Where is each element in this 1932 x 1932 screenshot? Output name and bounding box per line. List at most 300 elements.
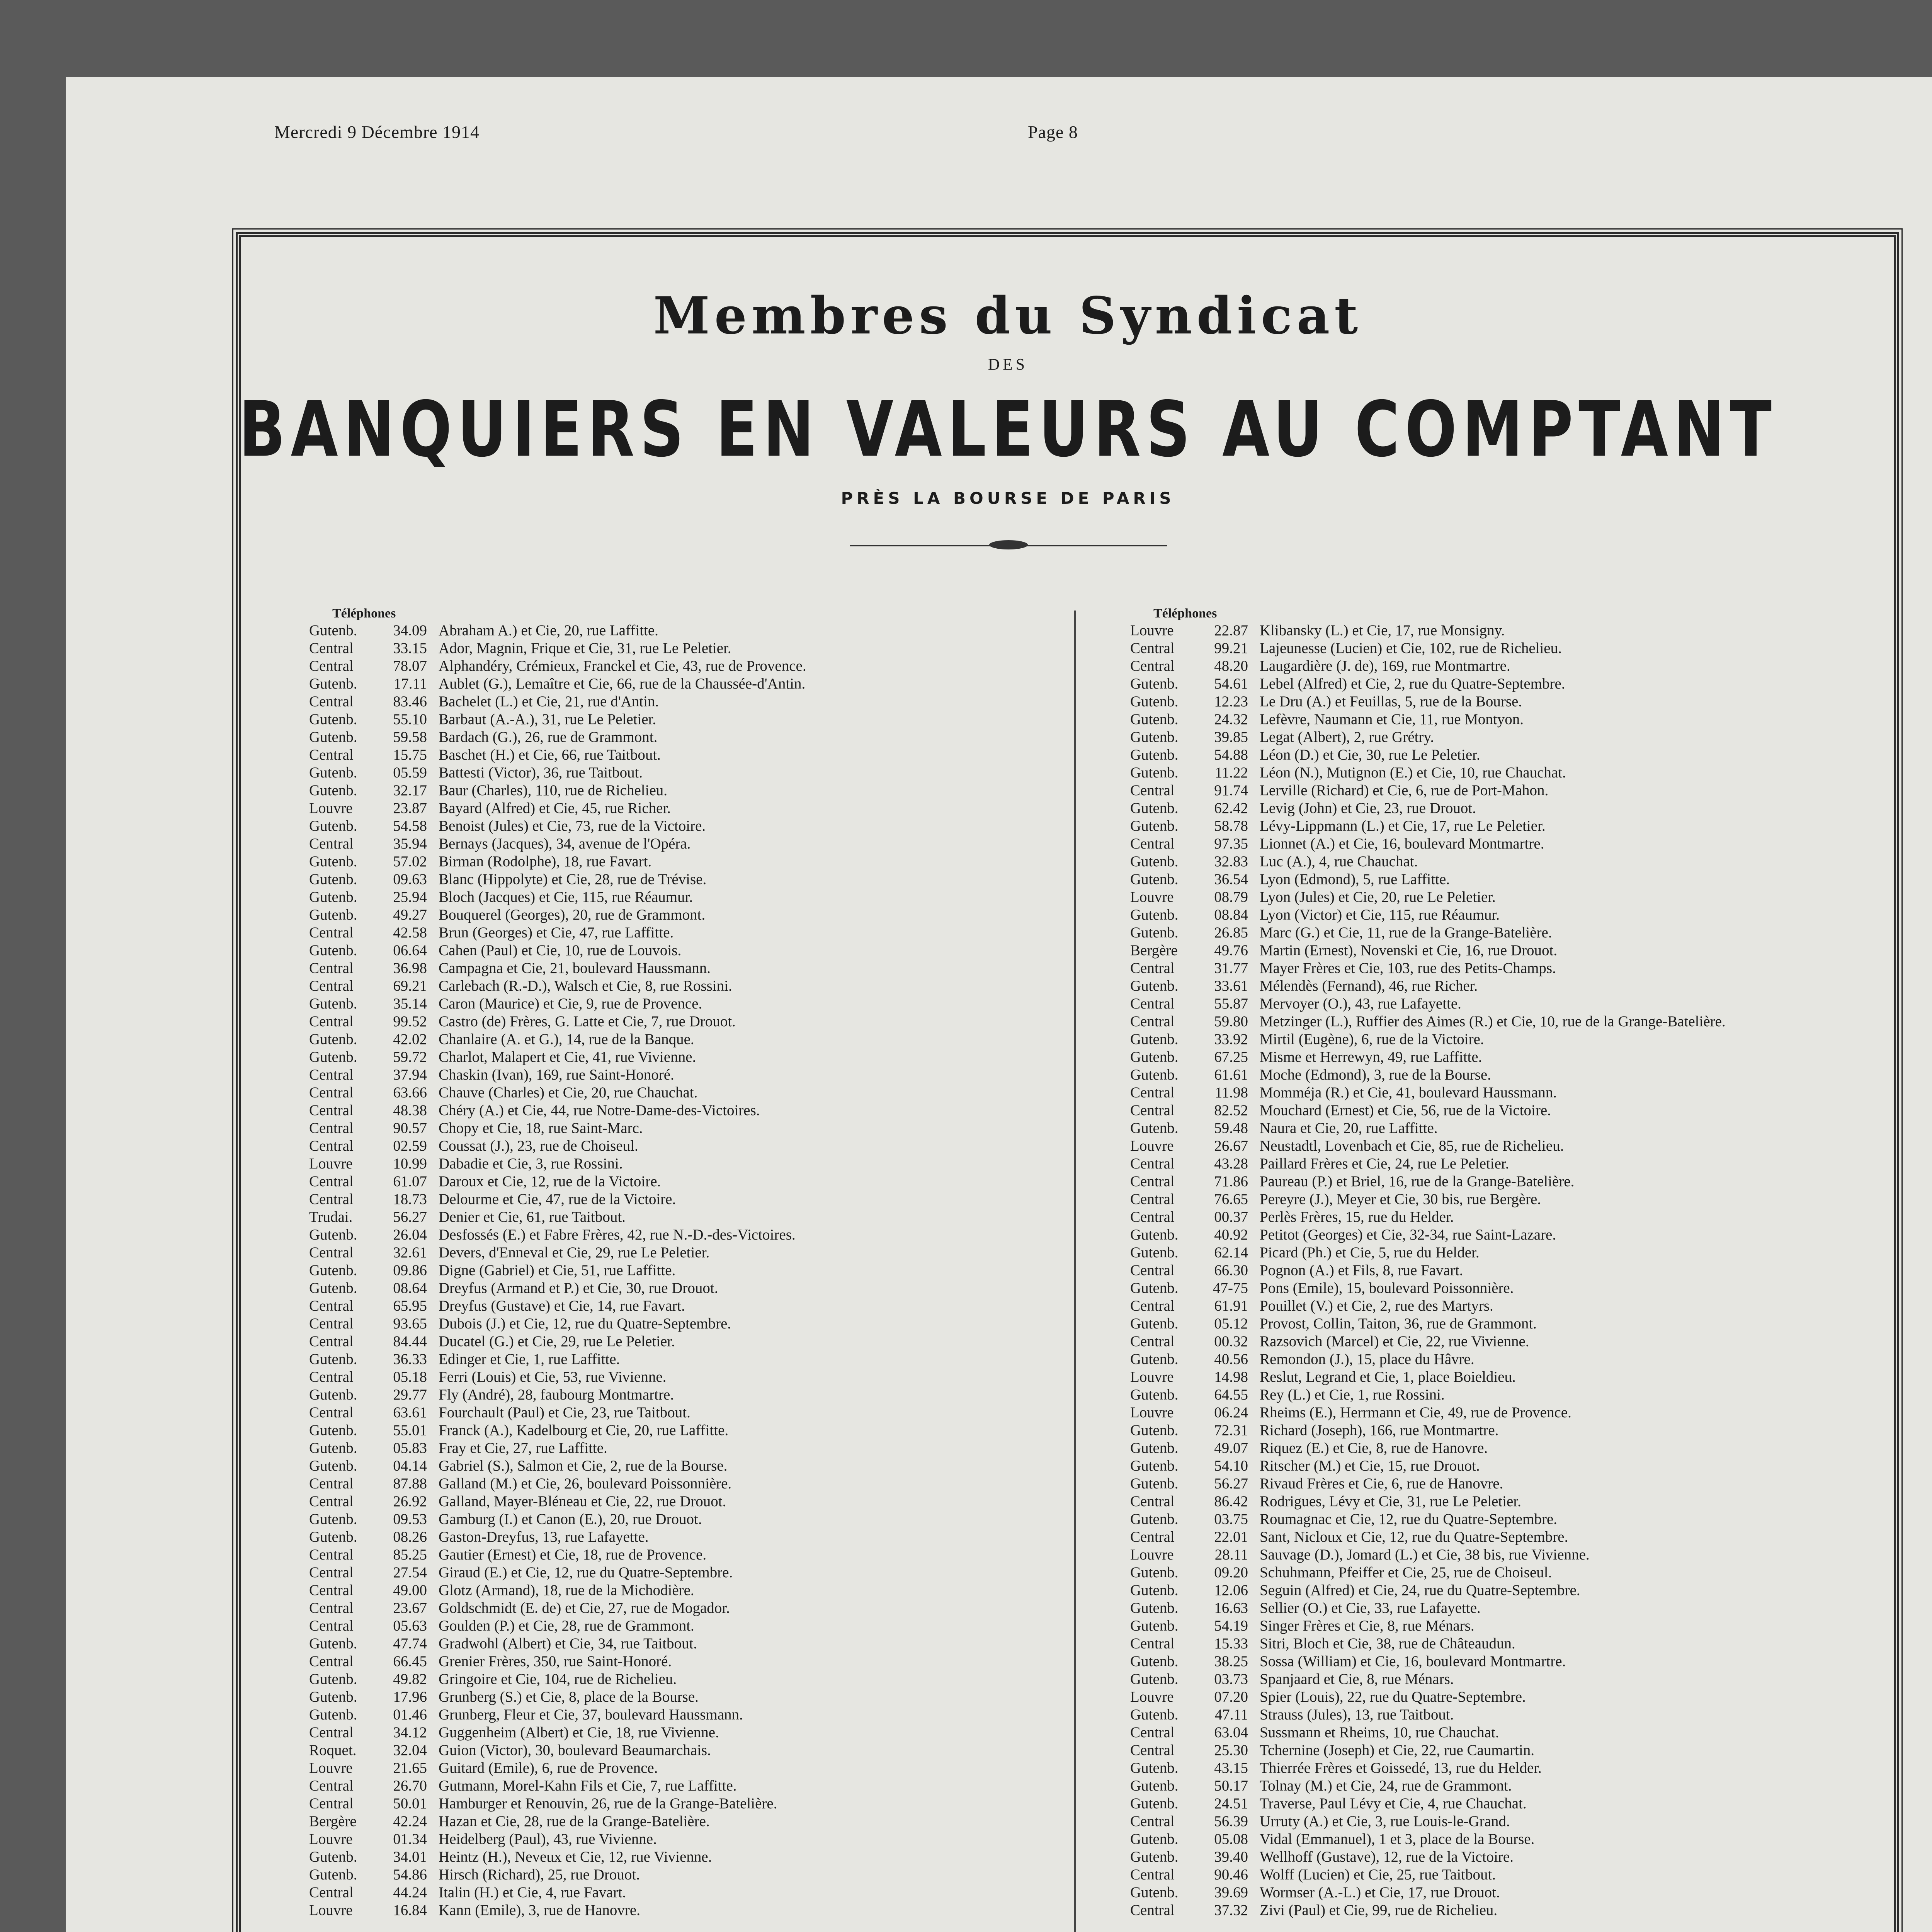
phone-number: 36.33: [393, 1351, 427, 1367]
member-row: [309, 1528, 806, 1546]
exchange: Gutenb.: [309, 871, 357, 888]
member-entry: Kann (Emile), 3, rue de Hanovre.: [439, 1902, 640, 1918]
member-entry: Thierrée Frères et Goissedé, 13, rue du Helder.: [1260, 1760, 1542, 1776]
exchange: Louvre: [309, 1902, 353, 1918]
phone-number: 05.83: [393, 1440, 427, 1456]
member-entry: Moche (Edmond), 3, rue de la Bourse.: [1260, 1066, 1491, 1083]
member-row: [309, 693, 806, 711]
exchange: Gutenb.: [309, 1849, 357, 1865]
member-row: [309, 888, 806, 906]
phone-number: 32.61: [393, 1244, 427, 1261]
phone-number: 36.98: [393, 960, 427, 976]
member-row: [309, 1279, 806, 1297]
exchange: Gutenb.: [309, 1031, 357, 1048]
phone-number: 85.25: [393, 1546, 427, 1563]
member-entry: Pons (Emile), 15, boulevard Poissonnière.: [1260, 1280, 1514, 1296]
member-entry: Castro (de) Frères, G. Latte et Cie, 7, rue Drouot.: [439, 1013, 736, 1030]
exchange: Central: [309, 1564, 354, 1581]
exchange: Gutenb.: [309, 1262, 357, 1279]
member-entry: Caron (Maurice) et Cie, 9, rue de Provence.: [439, 995, 702, 1012]
phone-number: 50.17: [1214, 1777, 1248, 1794]
phone-number: 04.14: [393, 1458, 427, 1474]
phone-number: 24.51: [1214, 1795, 1248, 1812]
phone-number: 49.07: [1214, 1440, 1248, 1456]
phone-number: 43.28: [1214, 1155, 1248, 1172]
member-entry: Coussat (J.), 23, rue de Choiseul.: [439, 1138, 638, 1154]
member-entry: Mayer Frères et Cie, 103, rue des Petits-Champs.: [1260, 960, 1556, 976]
exchange: Central: [309, 1138, 354, 1154]
member-row: [309, 799, 806, 817]
member-row: [309, 1386, 806, 1404]
phone-number: 55.87: [1214, 995, 1248, 1012]
member-entry: Bouquerel (Georges), 20, rue de Grammont.: [439, 906, 706, 923]
member-row: [309, 1315, 806, 1333]
member-entry: Ador, Magnin, Frique et Cie, 31, rue Le Peletier.: [439, 640, 731, 656]
phone-number: 40.56: [1214, 1351, 1248, 1367]
member-row: [309, 1155, 806, 1173]
member-row: [1130, 764, 1726, 782]
running-date: Mercredi 9 Décembre 1914: [274, 122, 480, 142]
member-row: [1130, 1422, 1726, 1439]
member-entry: Bernays (Jacques), 34, avenue de l'Opéra.: [439, 835, 691, 852]
exchange: Gutenb.: [309, 729, 357, 745]
exchange: Central: [309, 1653, 354, 1670]
member-row: [1130, 1333, 1726, 1350]
member-entry: Franck (A.), Kadelbourg et Cie, 20, rue Laffitte.: [439, 1422, 729, 1439]
member-row: [1130, 1830, 1726, 1848]
phone-number: 26.92: [393, 1493, 427, 1510]
telephones-header: Téléphones: [332, 606, 396, 621]
phone-number: 15.33: [1214, 1635, 1248, 1652]
member-row: [1130, 1599, 1726, 1617]
exchange: Gutenb.: [1130, 906, 1179, 923]
member-row: [309, 1813, 806, 1830]
phone-number: 11.22: [1214, 764, 1248, 781]
member-row: [309, 1759, 806, 1777]
phone-number: 22.87: [1214, 622, 1248, 639]
exchange: Gutenb.: [1130, 693, 1179, 710]
exchange: Louvre: [1130, 1689, 1174, 1705]
member-entry: Reslut, Legrand et Cie, 1, place Boieldieu.: [1260, 1369, 1516, 1385]
member-row: [1130, 1048, 1726, 1066]
member-entry: Alphandéry, Crémieux, Franckel et Cie, 43, rue de Provence.: [439, 658, 806, 674]
column-divider: [1074, 611, 1076, 1932]
member-row: [1130, 1279, 1726, 1297]
phone-number: 61.91: [1214, 1298, 1248, 1314]
telephones-header: Téléphones: [1153, 606, 1217, 621]
member-entry: Charlot, Malapert et Cie, 41, rue Vivienne.: [439, 1049, 696, 1065]
member-entry: Brun (Georges) et Cie, 47, rue Laffitte.: [439, 924, 674, 941]
member-row: [309, 782, 806, 799]
member-entry: Rivaud Frères et Cie, 6, rue de Hanovre.: [1260, 1475, 1503, 1492]
member-entry: Chopy et Cie, 18, rue Saint-Marc.: [439, 1120, 643, 1136]
member-row: [1130, 1066, 1726, 1084]
exchange: Gutenb.: [309, 1635, 357, 1652]
member-row: [1130, 746, 1726, 764]
member-entry: Benoist (Jules) et Cie, 73, rue de la Victoire.: [439, 818, 706, 834]
exchange: Central: [1130, 1102, 1175, 1119]
member-entry: Vidal (Emmanuel), 1 et 3, place de la Bourse.: [1260, 1831, 1535, 1847]
member-row: [1130, 853, 1726, 871]
member-entry: Hazan et Cie, 28, rue de la Grange-Batelière.: [439, 1813, 710, 1830]
member-entry: Spier (Louis), 22, rue du Quatre-Septembre.: [1260, 1689, 1526, 1705]
exchange: Central: [309, 1013, 354, 1030]
phone-number: 59.58: [393, 729, 427, 745]
member-entry: Digne (Gabriel) et Cie, 51, rue Laffitte.: [439, 1262, 676, 1279]
member-row: [1130, 1084, 1726, 1102]
member-entry: Dubois (J.) et Cie, 12, rue du Quatre-Septembre.: [439, 1315, 731, 1332]
member-entry: Delourme et Cie, 47, rue de la Victoire.: [439, 1191, 676, 1208]
member-row: [309, 1439, 806, 1457]
phone-number: 09.20: [1214, 1564, 1248, 1581]
exchange: Gutenb.: [1130, 1849, 1179, 1865]
member-row: [309, 657, 806, 675]
member-entry: Paureau (P.) et Briel, 16, rue de la Grange-Batelière.: [1260, 1173, 1575, 1190]
phone-number: 22.01: [1214, 1529, 1248, 1545]
exchange: Gutenb.: [1130, 1511, 1179, 1527]
member-entry: Strauss (Jules), 13, rue Taitbout.: [1260, 1706, 1454, 1723]
member-entry: Metzinger (L.), Ruffier des Aimes (R.) et Cie, 10, rue de la Grange-Batelière.: [1260, 1013, 1726, 1030]
phone-number: 54.10: [1214, 1458, 1248, 1474]
phone-number: 61.61: [1214, 1066, 1248, 1083]
member-row: [309, 1262, 806, 1279]
member-row: [1130, 888, 1726, 906]
phone-number: 08.64: [393, 1280, 427, 1296]
exchange: Central: [1130, 1493, 1175, 1510]
phone-number: 26.04: [393, 1226, 427, 1243]
exchange: Central: [1130, 960, 1175, 976]
member-entry: Riquez (E.) et Cie, 8, rue de Hanovre.: [1260, 1440, 1488, 1456]
phone-number: 24.32: [1214, 711, 1248, 728]
member-row: [1130, 977, 1726, 995]
exchange: Gutenb.: [309, 1689, 357, 1705]
phone-number: 63.61: [393, 1404, 427, 1421]
member-row: [309, 1102, 806, 1119]
member-entry: Dabadie et Cie, 3, rue Rossini.: [439, 1155, 623, 1172]
phone-number: 05.18: [393, 1369, 427, 1385]
title-bourse: PRÈS LA BOURSE DE PARIS: [841, 489, 1175, 508]
phone-number: 29.77: [393, 1386, 427, 1403]
exchange: Central: [1130, 1173, 1175, 1190]
member-row: [1130, 942, 1726, 959]
member-row: [309, 1795, 806, 1813]
member-row: [309, 1119, 806, 1137]
phone-number: 59.80: [1214, 1013, 1248, 1030]
exchange: Gutenb.: [1130, 1226, 1179, 1243]
member-row: [1130, 1866, 1726, 1884]
exchange: Bergère: [309, 1813, 357, 1830]
phone-number: 34.12: [393, 1724, 427, 1741]
member-entry: Bayard (Alfred) et Cie, 45, rue Richer.: [439, 800, 671, 816]
phone-number: 14.98: [1214, 1369, 1248, 1385]
member-entry: Remondon (J.), 15, place du Hâvre.: [1260, 1351, 1475, 1367]
phone-number: 35.14: [393, 995, 427, 1012]
member-entry: Léon (D.) et Cie, 30, rue Le Peletier.: [1260, 747, 1480, 763]
exchange: Gutenb.: [309, 853, 357, 870]
exchange: Gutenb.: [309, 1226, 357, 1243]
member-entry: Fly (André), 28, faubourg Montmartre.: [439, 1386, 674, 1403]
exchange: Central: [309, 1066, 354, 1083]
member-row: [1130, 1813, 1726, 1830]
exchange: Gutenb.: [309, 1386, 357, 1403]
member-entry: Chaskin (Ivan), 169, rue Saint-Honoré.: [439, 1066, 674, 1083]
exchange: Gutenb.: [309, 818, 357, 834]
exchange: Gutenb.: [1130, 1458, 1179, 1474]
phone-number: 61.07: [393, 1173, 427, 1190]
phone-number: 26.67: [1214, 1138, 1248, 1154]
member-row: [309, 728, 806, 746]
phone-number: 44.24: [393, 1884, 427, 1901]
member-entry: Chauve (Charles) et Cie, 20, rue Chauchat.: [439, 1084, 698, 1101]
exchange: Gutenb.: [1130, 711, 1179, 728]
exchange: Gutenb.: [1130, 729, 1179, 745]
member-entry: Italin (H.) et Cie, 4, rue Favart.: [439, 1884, 626, 1901]
member-row: [1130, 1297, 1726, 1315]
exchange: Central: [309, 1102, 354, 1119]
member-entry: Blanc (Hippolyte) et Cie, 28, rue de Trévise.: [439, 871, 707, 888]
member-row: [1130, 835, 1726, 853]
exchange: Gutenb.: [1130, 675, 1179, 692]
member-row: [309, 764, 806, 782]
exchange: Central: [1130, 1813, 1175, 1830]
member-row: [309, 1546, 806, 1564]
phone-number: 54.19: [1214, 1617, 1248, 1634]
exchange: Gutenb.: [309, 942, 357, 959]
member-entry: Le Dru (A.) et Feuillas, 5, rue de la Bourse.: [1260, 693, 1522, 710]
phone-number: 99.21: [1214, 640, 1248, 656]
member-entry: Mélendès (Fernand), 46, rue Richer.: [1260, 978, 1478, 994]
phone-number: 01.46: [393, 1706, 427, 1723]
member-row: [1130, 871, 1726, 888]
phone-number: 54.61: [1214, 675, 1248, 692]
member-entry: Tchernine (Joseph) et Cie, 22, rue Caumartin.: [1260, 1742, 1534, 1759]
phone-number: 66.30: [1214, 1262, 1248, 1279]
member-row: [1130, 1706, 1726, 1724]
member-entry: Hamburger et Renouvin, 26, rue de la Grange-Batelière.: [439, 1795, 777, 1812]
exchange: Central: [309, 1298, 354, 1314]
exchange: Central: [309, 693, 354, 710]
member-row: [309, 817, 806, 835]
phone-number: 26.70: [393, 1777, 427, 1794]
member-row: [309, 1848, 806, 1866]
exchange: Central: [309, 1884, 354, 1901]
exchange: Central: [309, 1475, 354, 1492]
phone-number: 54.58: [393, 818, 427, 834]
phone-number: 25.94: [393, 889, 427, 905]
member-entry: Sellier (O.) et Cie, 33, rue Lafayette.: [1260, 1600, 1481, 1616]
phone-number: 06.64: [393, 942, 427, 959]
member-entry: Richard (Joseph), 166, rue Montmartre.: [1260, 1422, 1499, 1439]
exchange: Central: [1130, 1013, 1175, 1030]
member-row: [309, 1422, 806, 1439]
member-row: [1130, 1617, 1726, 1635]
phone-number: 91.74: [1214, 782, 1248, 799]
exchange: Gutenb.: [1130, 1120, 1179, 1136]
phone-number: 90.46: [1214, 1866, 1248, 1883]
member-entry: Gradwohl (Albert) et Cie, 34, rue Taitbout.: [439, 1635, 697, 1652]
member-row: [1130, 1386, 1726, 1404]
member-row: [309, 1670, 806, 1688]
phone-number: 84.44: [393, 1333, 427, 1350]
exchange: Louvre: [1130, 1369, 1174, 1385]
exchange: Gutenb.: [1130, 1049, 1179, 1065]
exchange: Gutenb.: [1130, 1244, 1179, 1261]
member-row: [1130, 1510, 1726, 1528]
exchange: Gutenb.: [1130, 764, 1179, 781]
phone-number: 00.37: [1214, 1209, 1248, 1225]
exchange: Gutenb.: [309, 1458, 357, 1474]
phone-number: 62.14: [1214, 1244, 1248, 1261]
member-row: [1130, 1635, 1726, 1653]
member-entry: Gamburg (I.) et Canon (E.), 20, rue Drouot.: [439, 1511, 702, 1527]
phone-number: 34.09: [393, 622, 427, 639]
exchange: Gutenb.: [309, 1706, 357, 1723]
member-row: [309, 1901, 806, 1919]
member-entry: Guion (Victor), 30, boulevard Beaumarchais.: [439, 1742, 711, 1759]
exchange: Gutenb.: [1130, 1564, 1179, 1581]
member-row: [309, 1031, 806, 1048]
member-entry: Lionnet (A.) et Cie, 16, boulevard Montmartre.: [1260, 835, 1544, 852]
member-entry: Gautier (Ernest) et Cie, 18, rue de Provence.: [439, 1546, 707, 1563]
phone-number: 31.77: [1214, 960, 1248, 976]
exchange: Central: [1130, 640, 1175, 656]
exchange: Central: [309, 1617, 354, 1634]
member-row: [1130, 1795, 1726, 1813]
phone-number: 47-75: [1213, 1280, 1248, 1296]
member-entry: Barbaut (A.-A.), 31, rue Le Peletier.: [439, 711, 656, 728]
member-row: [309, 1013, 806, 1031]
phone-number: 93.65: [393, 1315, 427, 1332]
phone-number: 47.11: [1214, 1706, 1248, 1723]
member-entry: Petitot (Georges) et Cie, 32-34, rue Saint-Lazare.: [1260, 1226, 1556, 1243]
phone-number: 72.31: [1214, 1422, 1248, 1439]
member-entry: Grunberg (S.) et Cie, 8, place de la Bourse.: [439, 1689, 699, 1705]
member-row: [309, 1297, 806, 1315]
exchange: Central: [309, 1582, 354, 1599]
member-entry: Léon (N.), Mutignon (E.) et Cie, 10, rue Chauchat.: [1260, 764, 1566, 781]
exchange: Central: [1130, 995, 1175, 1012]
phone-number: 56.27: [1214, 1475, 1248, 1492]
member-entry: Wormser (A.-L.) et Cie, 17, rue Drouot.: [1260, 1884, 1500, 1901]
member-row: [309, 906, 806, 924]
member-row: [1130, 622, 1726, 639]
phone-number: 37.94: [393, 1066, 427, 1083]
member-entry: Hirsch (Richard), 25, rue Drouot.: [439, 1866, 640, 1883]
member-entry: Klibansky (L.) et Cie, 17, rue Monsigny.: [1260, 622, 1505, 639]
member-row: [1130, 657, 1726, 675]
exchange: Gutenb.: [1130, 1280, 1179, 1296]
phone-number: 50.01: [393, 1795, 427, 1812]
exchange: Gutenb.: [309, 889, 357, 905]
member-entry: Rheims (E.), Herrmann et Cie, 49, rue de Provence.: [1260, 1404, 1571, 1421]
exchange: Gutenb.: [1130, 924, 1179, 941]
exchange: Roquet.: [309, 1742, 357, 1759]
member-entry: Naura et Cie, 20, rue Laffitte.: [1260, 1120, 1438, 1136]
member-entry: Zivi (Paul) et Cie, 99, rue de Richelieu.: [1260, 1902, 1498, 1918]
phone-number: 49.76: [1214, 942, 1248, 959]
member-entry: Martin (Ernest), Novenski et Cie, 16, rue Drouot.: [1260, 942, 1558, 959]
member-entry: Daroux et Cie, 12, rue de la Victoire.: [439, 1173, 661, 1190]
phone-number: 03.73: [1214, 1671, 1248, 1687]
member-entry: Heidelberg (Paul), 43, rue Vivienne.: [439, 1831, 657, 1847]
member-entry: Goldschmidt (E. de) et Cie, 27, rue de Mogador.: [439, 1600, 730, 1616]
member-entry: Pereyre (J.), Meyer et Cie, 30 bis, rue Bergère.: [1260, 1191, 1541, 1208]
member-row: [309, 1350, 806, 1368]
exchange: Gutenb.: [309, 1511, 357, 1527]
phone-number: 37.32: [1214, 1902, 1248, 1918]
phone-number: 47.74: [393, 1635, 427, 1652]
exchange: Central: [309, 1315, 354, 1332]
exchange: Gutenb.: [309, 995, 357, 1012]
phone-number: 39.40: [1214, 1849, 1248, 1865]
member-row: [309, 1137, 806, 1155]
member-row: [1130, 1137, 1726, 1155]
phone-number: 69.21: [393, 978, 427, 994]
member-row: [1130, 817, 1726, 835]
exchange: Gutenb.: [1130, 1831, 1179, 1847]
member-row: [1130, 995, 1726, 1013]
exchange: Central: [309, 978, 354, 994]
exchange: Gutenb.: [309, 622, 357, 639]
member-entry: Lebel (Alfred) et Cie, 2, rue du Quatre-Septembre.: [1260, 675, 1565, 692]
phone-number: 42.02: [393, 1031, 427, 1048]
member-row: [309, 853, 806, 871]
exchange: Gutenb.: [309, 1049, 357, 1065]
phone-number: 56.39: [1214, 1813, 1248, 1830]
member-entry: Ducatel (G.) et Cie, 29, rue Le Peletier.: [439, 1333, 675, 1350]
member-entry: Mirtil (Eugène), 6, rue de la Victoire.: [1260, 1031, 1484, 1048]
phone-number: 08.26: [393, 1529, 427, 1545]
member-row: [1130, 924, 1726, 942]
exchange: Central: [309, 1120, 354, 1136]
member-row: [1130, 1315, 1726, 1333]
member-row: [309, 622, 806, 639]
phone-number: 58.78: [1214, 818, 1248, 834]
phone-number: 63.66: [393, 1084, 427, 1101]
exchange: Central: [1130, 1866, 1175, 1883]
title-des: DES: [988, 356, 1028, 374]
exchange: Gutenb.: [1130, 978, 1179, 994]
exchange: Gutenb.: [309, 906, 357, 923]
member-row: [1130, 711, 1726, 728]
phone-number: 00.32: [1214, 1333, 1248, 1350]
member-entry: Guitard (Emile), 6, rue de Provence.: [439, 1760, 658, 1776]
exchange: Central: [309, 1724, 354, 1741]
exchange: Central: [309, 658, 354, 674]
phone-number: 63.04: [1214, 1724, 1248, 1741]
exchange: Central: [309, 1084, 354, 1101]
phone-number: 35.94: [393, 835, 427, 852]
phone-number: 64.55: [1214, 1386, 1248, 1403]
phone-number: 25.30: [1214, 1742, 1248, 1759]
phone-number: 90.57: [393, 1120, 427, 1136]
phone-number: 97.35: [1214, 835, 1248, 852]
exchange: Gutenb.: [309, 764, 357, 781]
member-row: [1130, 1368, 1726, 1386]
phone-number: 33.15: [393, 640, 427, 656]
member-entry: Pouillet (V.) et Cie, 2, rue des Martyrs.: [1260, 1298, 1493, 1314]
phone-number: 49.82: [393, 1671, 427, 1687]
phone-number: 78.07: [393, 658, 427, 674]
phone-number: 87.88: [393, 1475, 427, 1492]
exchange: Central: [309, 1546, 354, 1563]
member-row: [309, 1475, 806, 1493]
member-row: [1130, 1031, 1726, 1048]
exchange: Gutenb.: [1130, 1031, 1179, 1048]
member-row: [309, 1830, 806, 1848]
member-entry: Fourchault (Paul) et Cie, 23, rue Taitbout.: [439, 1404, 690, 1421]
member-entry: Rodrigues, Lévy et Cie, 31, rue Le Peletier.: [1260, 1493, 1521, 1510]
